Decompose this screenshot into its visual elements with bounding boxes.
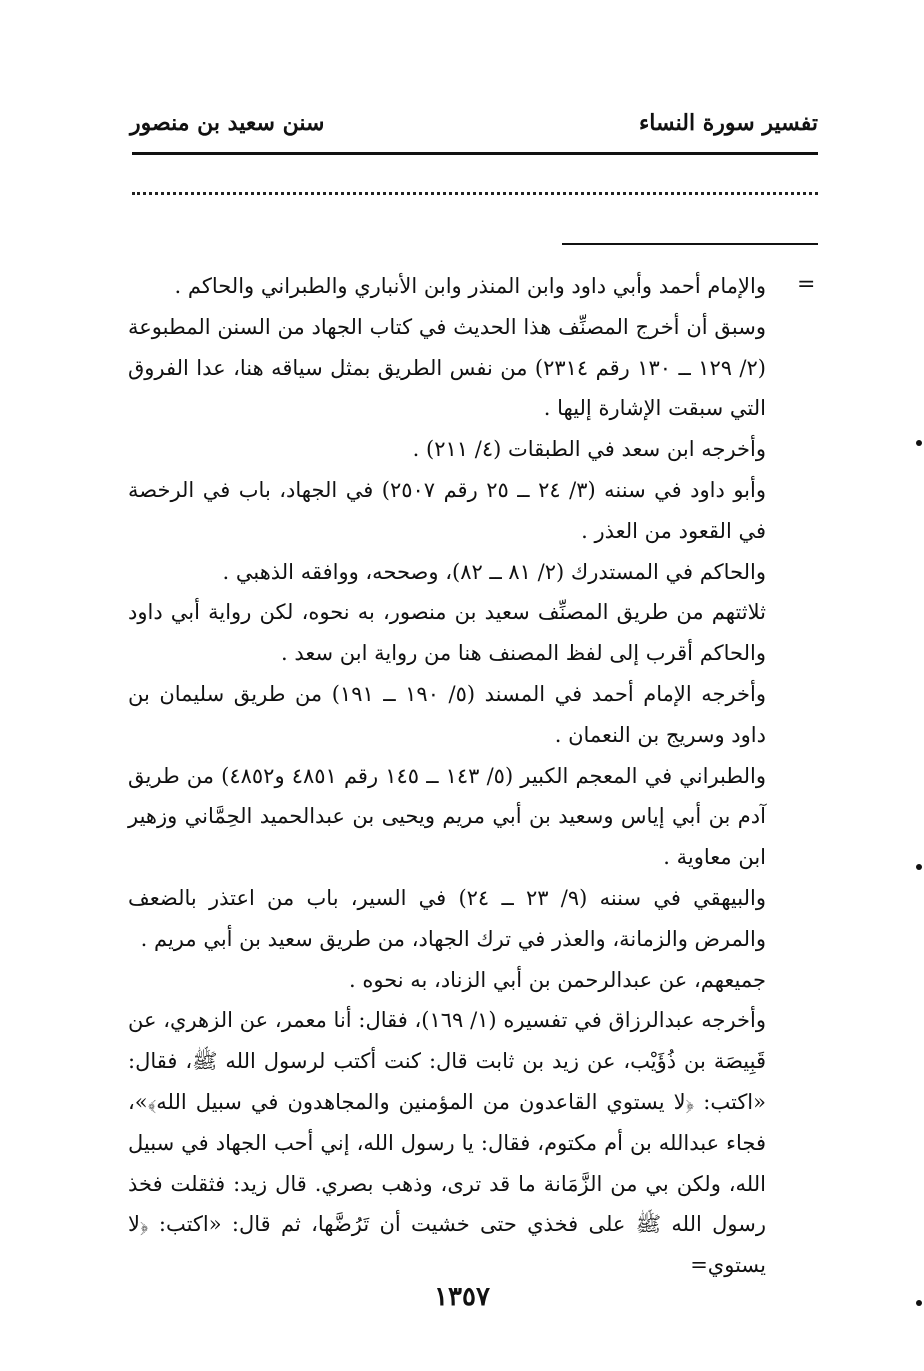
footnote-paragraph: والطبراني في المعجم الكبير (٥/ ١٤٣ ــ ١٤٥ رقم ٤٨٥١ و٤٨٥٢) من طريق آدم بن أبي إياس وسعيد بن أبي مريم ويحيى بن عبدالحميد الحِمَّاني وزهير ابن معاوية . [128, 763, 766, 870]
footnote-rule [562, 243, 818, 245]
footnote-paragraph: وسبق أن أخرج المصنِّف هذا الحديث في كتاب الجهاد من السنن المطبوعة (٢/ ١٢٩ ــ ١٣٠ رقم ٢٣١٤) من نفس الطريق بمثل سياقه هنا، عدا الفروق التي سبقت الإشارة إليها . [128, 314, 766, 421]
book-title: سنن سعيد بن منصور [130, 110, 325, 136]
running-header [130, 110, 818, 144]
margin-dot [916, 440, 922, 446]
chapter-title: تفسير سورة النساء [638, 110, 818, 136]
footnote-paragraph: وأبو داود في سننه (٣/ ٢٤ ــ ٢٥ رقم ٢٥٠٧) في الجهاد، باب في الرخصة في القعود من العذر . [128, 477, 767, 543]
dotted-separator [132, 192, 818, 195]
footnote-paragraph: جميعهم، عن عبدالرحمن بن أبي الزناد، به نحوه . [349, 967, 766, 992]
footnote-paragraph: وأخرجه الإمام أحمد في المسند (٥/ ١٩٠ ــ ١٩١) من طريق سليمان بن داود وسريج بن النعمان . [128, 681, 767, 747]
margin-dot [916, 1300, 922, 1306]
footnote-paragraph: وأخرجه ابن سعد في الطبقات (٤/ ٢١١) . [412, 437, 766, 462]
header-rule [132, 152, 818, 155]
footnote-paragraph: وأخرجه عبدالرزاق في تفسيره (١/ ١٦٩)، فقال: أنا معمر، عن الزهري، عن قَبِيصَة بن ذُؤَيْب، عن زيد بن ثابت قال: كنت أكتب لرسول الله ﷺ، فقال: «اكتب: ﴿لا يستوي القاعدون من المؤمنين والمجاهدون في سبيل الله﴾»، فجاء عبدالله بن أم مكتوم، فقال: يا رسول الله، إني أحب الجهاد في سبيل الله، ولكن بي من الزَّمَانة ما قد ترى، وذهب بصري. قال زيد: فثقلت فخذ رسول الله ﷺ على فخذي حتى خشيت أن تَرُضَّها، ثم قال: «اكتب: ﴿لا يستوي= [128, 1008, 766, 1278]
footnote-paragraph: والإمام أحمد وأبي داود وابن المنذر وابن الأنباري والطبراني والحاكم . [174, 274, 766, 298]
footnote-paragraph: والبيهقي في سننه (٩/ ٢٣ ــ ٢٤) في السير، باب من اعتذر بالضعف والمرض والزمانة، والعذر في ترك الجهاد، من طريق سعيد بن أبي مريم . [128, 885, 766, 951]
continuation-mark: = [797, 272, 816, 297]
margin-dot [916, 864, 922, 870]
page-number: ١٣٥٧ [434, 1282, 490, 1312]
footnote-body [128, 266, 766, 1286]
footnote-paragraph: ثلاثتهم من طريق المصنِّف سعيد بن منصور، به نحوه، لكن رواية أبي داود والحاكم أقرب إلى لفظ المصنف هنا من رواية ابن سعد . [128, 600, 766, 666]
footnote-paragraph: والحاكم في المستدرك (٢/ ٨١ ــ ٨٢)، وصححه، ووافقه الذهبي . [222, 559, 766, 584]
